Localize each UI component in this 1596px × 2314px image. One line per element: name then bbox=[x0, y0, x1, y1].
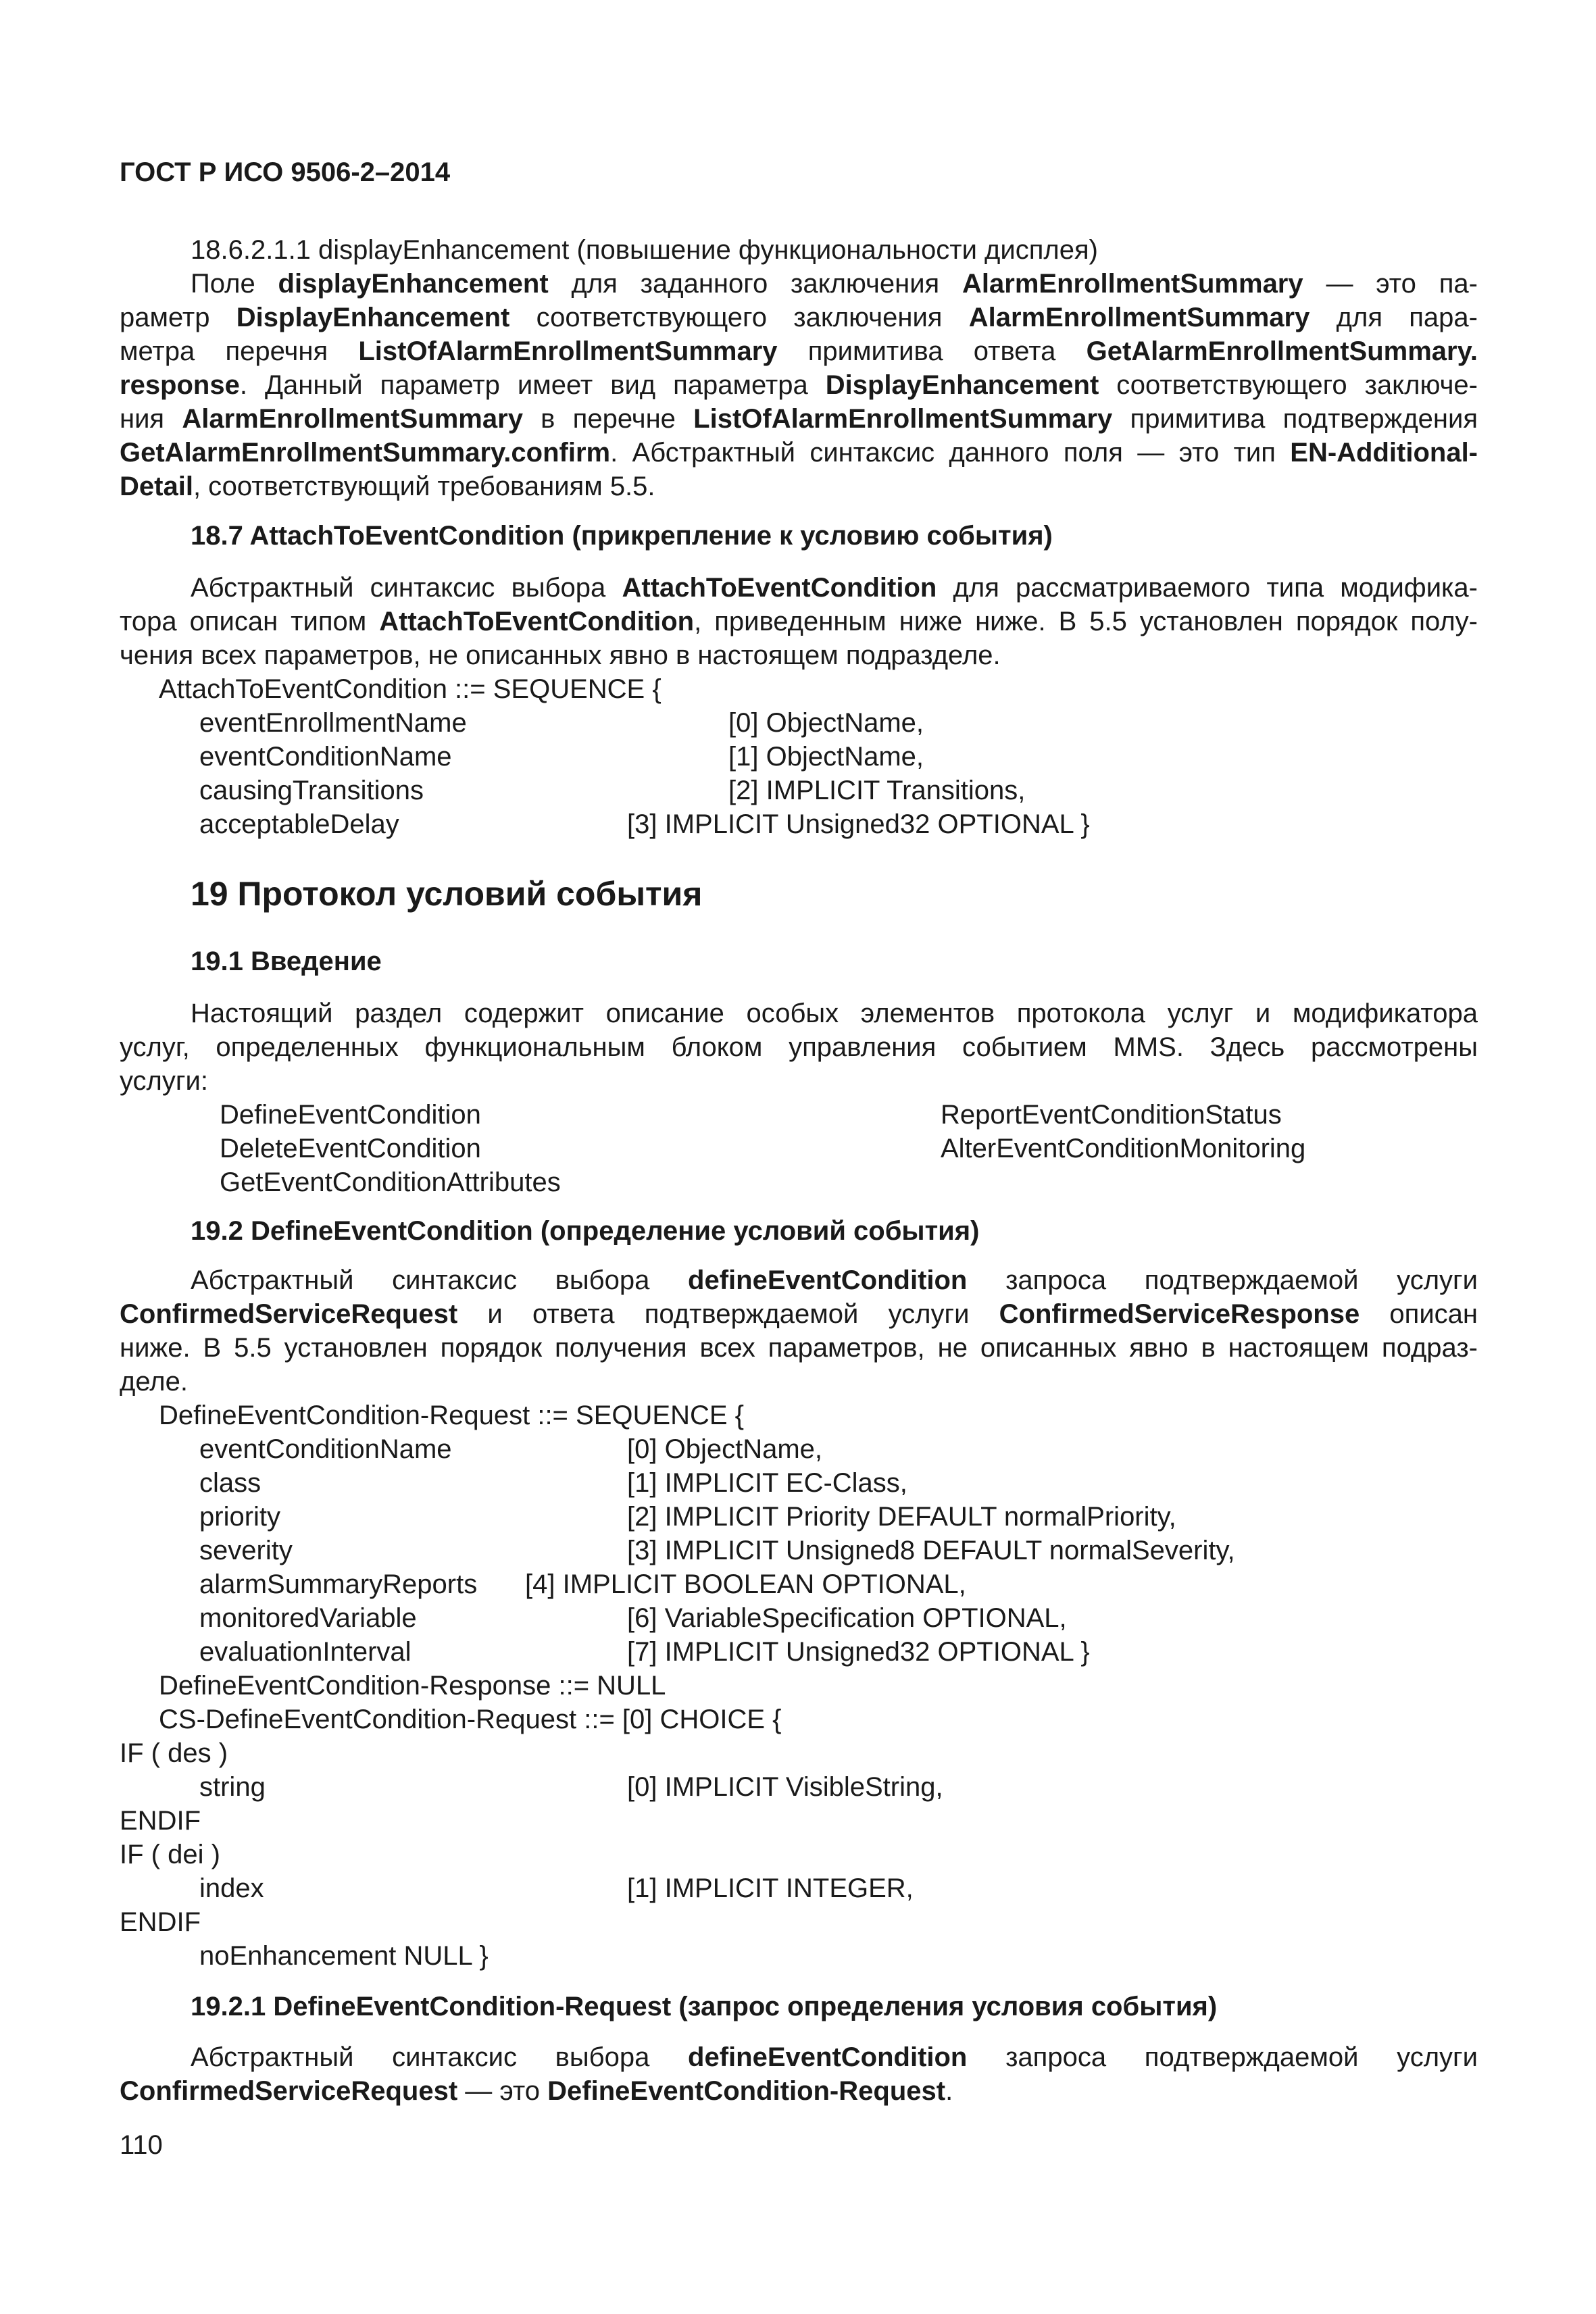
paragraph-line: Абстрактный синтаксис выбора defineEventCondition запроса подтверждаемой услуги bbox=[191, 2042, 1478, 2072]
asn-field-name: eventConditionName bbox=[199, 1434, 452, 1464]
paragraph-line: деле. bbox=[120, 1367, 188, 1397]
paragraph-line: Абстрактный синтаксис выбора AttachToEventCondition для рассматриваемого типа модифика- bbox=[191, 573, 1478, 603]
service-name: GetEventConditionAttributes bbox=[220, 1167, 561, 1197]
paragraph-line: услуг, определенных функциональным блоком управления событием MMS. Здесь рассмотрены bbox=[120, 1032, 1478, 1062]
asn-conditional: ENDIF bbox=[120, 1907, 201, 1937]
paragraph-line: раметр DisplayEnhancement соответствующего заключения AlarmEnrollmentSummary для пара- bbox=[120, 303, 1478, 332]
asn-conditional: ENDIF bbox=[120, 1806, 201, 1836]
paragraph-line: чения всех параметров, не описанных явно в настоящем подразделе. bbox=[120, 640, 1001, 670]
paragraph-line: ConfirmedServiceRequest — это DefineEventCondition-Request. bbox=[120, 2076, 953, 2106]
asn-field-type: [0] ObjectName, bbox=[627, 1434, 823, 1464]
paragraph-line: ния AlarmEnrollmentSummary в перечне ListOfAlarmEnrollmentSummary примитива подтверждения bbox=[120, 404, 1478, 434]
asn-field-name: index bbox=[199, 1873, 264, 1903]
paragraph-line: response. Данный параметр имеет вид параметра DisplayEnhancement соответствующего заключе- bbox=[120, 370, 1478, 400]
asn-field-type: [3] IMPLICIT Unsigned32 OPTIONAL } bbox=[627, 809, 1090, 839]
service-name: DefineEventCondition bbox=[220, 1100, 481, 1130]
asn-field-type: [2] IMPLICIT Priority DEFAULT normalPriority, bbox=[627, 1502, 1176, 1532]
section-heading-19-1: 19.1 Введение bbox=[191, 947, 382, 976]
asn-field-name: noEnhancement NULL } bbox=[199, 1941, 489, 1971]
paragraph-line: Поле displayEnhancement для заданного заключения AlarmEnrollmentSummary — это па- bbox=[191, 269, 1478, 299]
page-number: 110 bbox=[120, 2130, 163, 2160]
asn-field-name: priority bbox=[199, 1502, 281, 1532]
asn-field-type: [3] IMPLICIT Unsigned8 DEFAULT normalSeverity, bbox=[627, 1536, 1235, 1565]
asn-field-name: alarmSummaryReports bbox=[199, 1569, 478, 1599]
section-heading-19-2: 19.2 DefineEventCondition (определение условий события) bbox=[191, 1216, 980, 1246]
asn-field-name: eventEnrollmentName bbox=[199, 708, 467, 738]
asn-field-name: acceptableDelay bbox=[199, 809, 399, 839]
asn-field-name: evaluationInterval bbox=[199, 1637, 412, 1667]
asn-choice-head: CS-DefineEventCondition-Request ::= [0] CHOICE { bbox=[159, 1705, 782, 1734]
paragraph-line: Настоящий раздел содержит описание особых элементов протокола услуг и модификатора bbox=[191, 999, 1478, 1028]
service-name: ReportEventConditionStatus bbox=[941, 1100, 1282, 1130]
paragraph-line: ConfirmedServiceRequest и ответа подтверждаемой услуги ConfirmedServiceResponse описан bbox=[120, 1299, 1478, 1329]
paragraph-line: Detail, соответствующий требованиям 5.5. bbox=[120, 472, 655, 501]
asn-field-name: causingTransitions bbox=[199, 776, 424, 805]
asn-field-type: [4] IMPLICIT BOOLEAN OPTIONAL, bbox=[525, 1569, 966, 1599]
asn-field-type: [6] VariableSpecification OPTIONAL, bbox=[627, 1603, 1067, 1633]
section-heading-19-2-1: 19.2.1 DefineEventCondition-Request (запрос определения условия события) bbox=[191, 1992, 1218, 2021]
paragraph-line: тора описан типом AttachToEventCondition, приведенным ниже ниже. В 5.5 установлен порядок полу- bbox=[120, 607, 1478, 636]
asn-conditional: IF ( dei ) bbox=[120, 1840, 220, 1869]
asn-field-name: monitoredVariable bbox=[199, 1603, 417, 1633]
asn-field-type: [1] IMPLICIT EC-Class, bbox=[627, 1468, 907, 1498]
asn-field-type: [0] ObjectName, bbox=[728, 708, 924, 738]
asn-conditional: IF ( des ) bbox=[120, 1738, 228, 1768]
asn-field-type: [1] ObjectName, bbox=[728, 742, 924, 772]
asn-field-name: class bbox=[199, 1468, 261, 1498]
asn-field-name: string bbox=[199, 1772, 266, 1802]
section-heading-18-7: 18.7 AttachToEventCondition (прикрепление к условию события) bbox=[191, 521, 1053, 551]
paragraph-line: услуги: bbox=[120, 1066, 208, 1096]
paragraph-line: GetAlarmEnrollmentSummary.confirm. Абстрактный синтаксис данного поля — это тип EN-Additional- bbox=[120, 438, 1478, 468]
asn-response-definition: DefineEventCondition-Response ::= NULL bbox=[159, 1671, 666, 1701]
asn-field-type: [2] IMPLICIT Transitions, bbox=[728, 776, 1026, 805]
asn-field-type: [1] IMPLICIT INTEGER, bbox=[627, 1873, 914, 1903]
asn-field-name: eventConditionName bbox=[199, 742, 452, 772]
standard-id: ГОСТ Р ИСО 9506-2–2014 bbox=[120, 157, 451, 187]
paragraph-line: Абстрактный синтаксис выбора defineEventCondition запроса подтверждаемой услуги bbox=[191, 1265, 1478, 1295]
paragraph-line: метра перечня ListOfAlarmEnrollmentSummary примитива ответа GetAlarmEnrollmentSummary. bbox=[120, 336, 1478, 366]
chapter-heading-19: 19 Протокол условий события bbox=[191, 875, 703, 913]
asn-field-type: [0] IMPLICIT VisibleString, bbox=[627, 1772, 943, 1802]
service-name: DeleteEventCondition bbox=[220, 1134, 481, 1163]
section-heading-18-6-2-1-1: 18.6.2.1.1 displayEnhancement (повышение функциональности дисплея) bbox=[191, 235, 1098, 265]
asn-definition-head: AttachToEventCondition ::= SEQUENCE { bbox=[159, 674, 662, 704]
service-name: AlterEventConditionMonitoring bbox=[941, 1134, 1306, 1163]
asn-field-name: severity bbox=[199, 1536, 293, 1565]
asn-field-type: [7] IMPLICIT Unsigned32 OPTIONAL } bbox=[627, 1637, 1090, 1667]
paragraph-line: ниже. В 5.5 установлен порядок получения всех параметров, не описанных явно в настоящем подраз- bbox=[120, 1333, 1478, 1363]
asn-definition-head: DefineEventCondition-Request ::= SEQUENCE { bbox=[159, 1401, 744, 1430]
